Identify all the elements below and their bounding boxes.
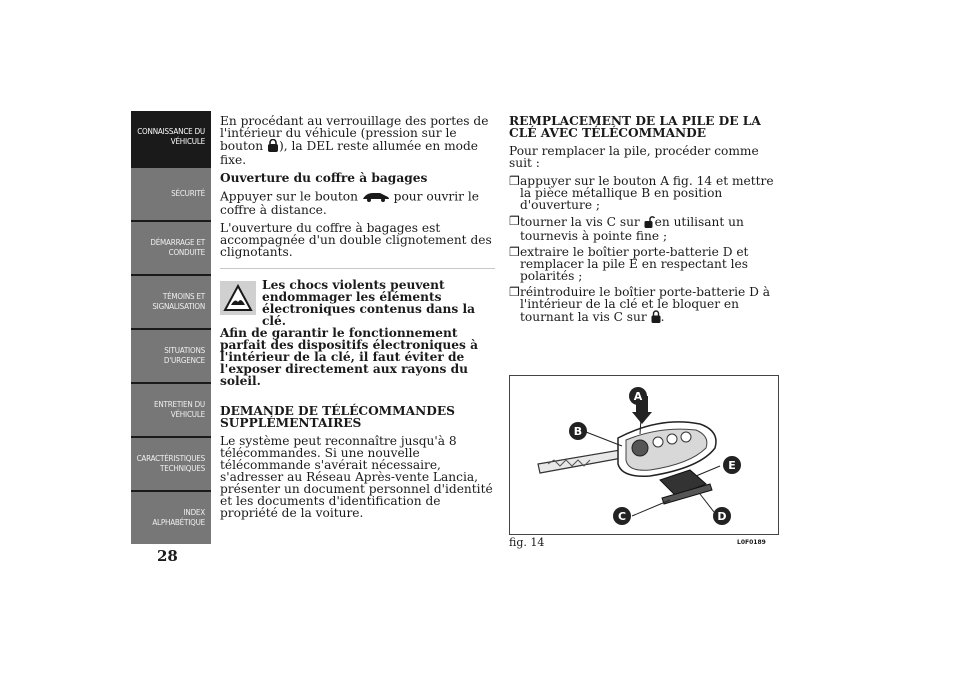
warning-body: Afin de garantir le fonctionnement parfait des dispositifs électroniques à l'intérieur de la clé, il faut éviter de l'exposer directement aux rayons du soleil. [220, 326, 478, 388]
paragraph-lock: En procédant au verrouillage des portes de l'intérieur du véhicule (pression sur le bouton ), la DEL reste allumée en mode fixe. [220, 114, 489, 167]
figure-code: L0F0189 [737, 539, 766, 546]
right-column [509, 115, 777, 329]
lock-open-icon [644, 215, 655, 230]
tab-temoins-et-signalisation[interactable]: TÉMOINS ET SIGNALISATION [131, 276, 211, 328]
heading-battery-replacement: REMPLACEMENT DE LA PILE DE LA CLÉ AVEC TÉLÉCOMMANDE [509, 114, 761, 140]
page-number: 28 [157, 547, 178, 565]
tab-caracteristiques-techniques[interactable]: CARACTÉRISTIQUES TECHNIQUES [131, 438, 211, 490]
list-item: ❒ appuyer sur le bouton A fig. 14 et mettre la pièce métallique B en position d'ouverture ; [509, 174, 774, 212]
callout-a [629, 387, 647, 405]
svg-text:E: E [728, 459, 736, 472]
svg-text:C: C [617, 510, 627, 523]
heading-trunk: Ouverture du coffre à bagages [220, 171, 428, 185]
paragraph-trunk: Appuyer sur le bouton pour ouvrir le coffre à distance. [220, 189, 479, 217]
warning-heading: Les chocs violents peuvent endommager les éléments électroniques contenus dans la clé. [262, 278, 476, 328]
tab-situations-d-urgence[interactable]: SITUATIONS D'URGENCE [131, 330, 211, 382]
paragraph-trunk-flash: L'ouverture du coffre à bagages est accompagnée d'un double clignotement des clignotants. [220, 221, 492, 259]
paragraph-intro: Pour remplacer la pile, procéder comme suit : [509, 144, 759, 170]
lock-closed-icon [267, 139, 279, 154]
tab-securite[interactable]: SÉCURITÉ [131, 168, 211, 220]
key-illustration [510, 376, 778, 534]
tab-index-alphabetique[interactable]: INDEX ALPHABÉTIQUE [131, 492, 211, 544]
svg-text:B: B [573, 425, 583, 438]
left-column [220, 115, 495, 525]
callout-c [613, 507, 631, 525]
paragraph-additional-remotes: Le système peut reconnaître jusqu'à 8 télécommandes. Si une nouvelle télécommande s'avérait nécessaire, s'adresser au Réseau Après-vente Lancia, présenter un document personnel d'identité et les documents d'identification de propriété de la voiture. [220, 434, 493, 520]
list-item: ❒ extraire le boîtier porte-batterie D et remplacer la pile E en respectant les polarités ; [509, 245, 749, 283]
svg-text:D: D [717, 510, 727, 523]
callout-d [713, 507, 731, 525]
tab-entretien-du-vehicule[interactable]: ENTRETIEN DU VÉHICULE [131, 384, 211, 436]
tab-demarrage-et-conduite[interactable]: DÉMARRAGE ET CONDUITE [131, 222, 211, 274]
figure-caption: fig. 14 [509, 536, 545, 549]
svg-text:A: A [633, 390, 643, 403]
lock-closed-icon [651, 310, 661, 325]
tab-connaissance-du-vehicule[interactable]: CONNAISSANCE DU VÉHICULE [131, 111, 211, 163]
list-item: ❒ tourner la vis C sur en utilisant un tournevis à pointe fine ; [509, 214, 744, 243]
heading-additional-remotes: DEMANDE DE TÉLÉCOMMANDES SUPPLÉMENTAIRES [220, 404, 455, 430]
callout-e [723, 456, 741, 474]
warning-box [220, 268, 495, 387]
chapter-sidebar [131, 111, 211, 544]
list-item: ❒ réintroduire le boîtier porte-batterie D à l'intérieur de la clé et le bloquer en tournant la vis C sur . [509, 285, 771, 324]
key-battery-figure [509, 375, 779, 535]
warning-triangle-icon [220, 281, 256, 315]
car-trunk-icon [362, 190, 390, 204]
callout-b [569, 422, 587, 440]
